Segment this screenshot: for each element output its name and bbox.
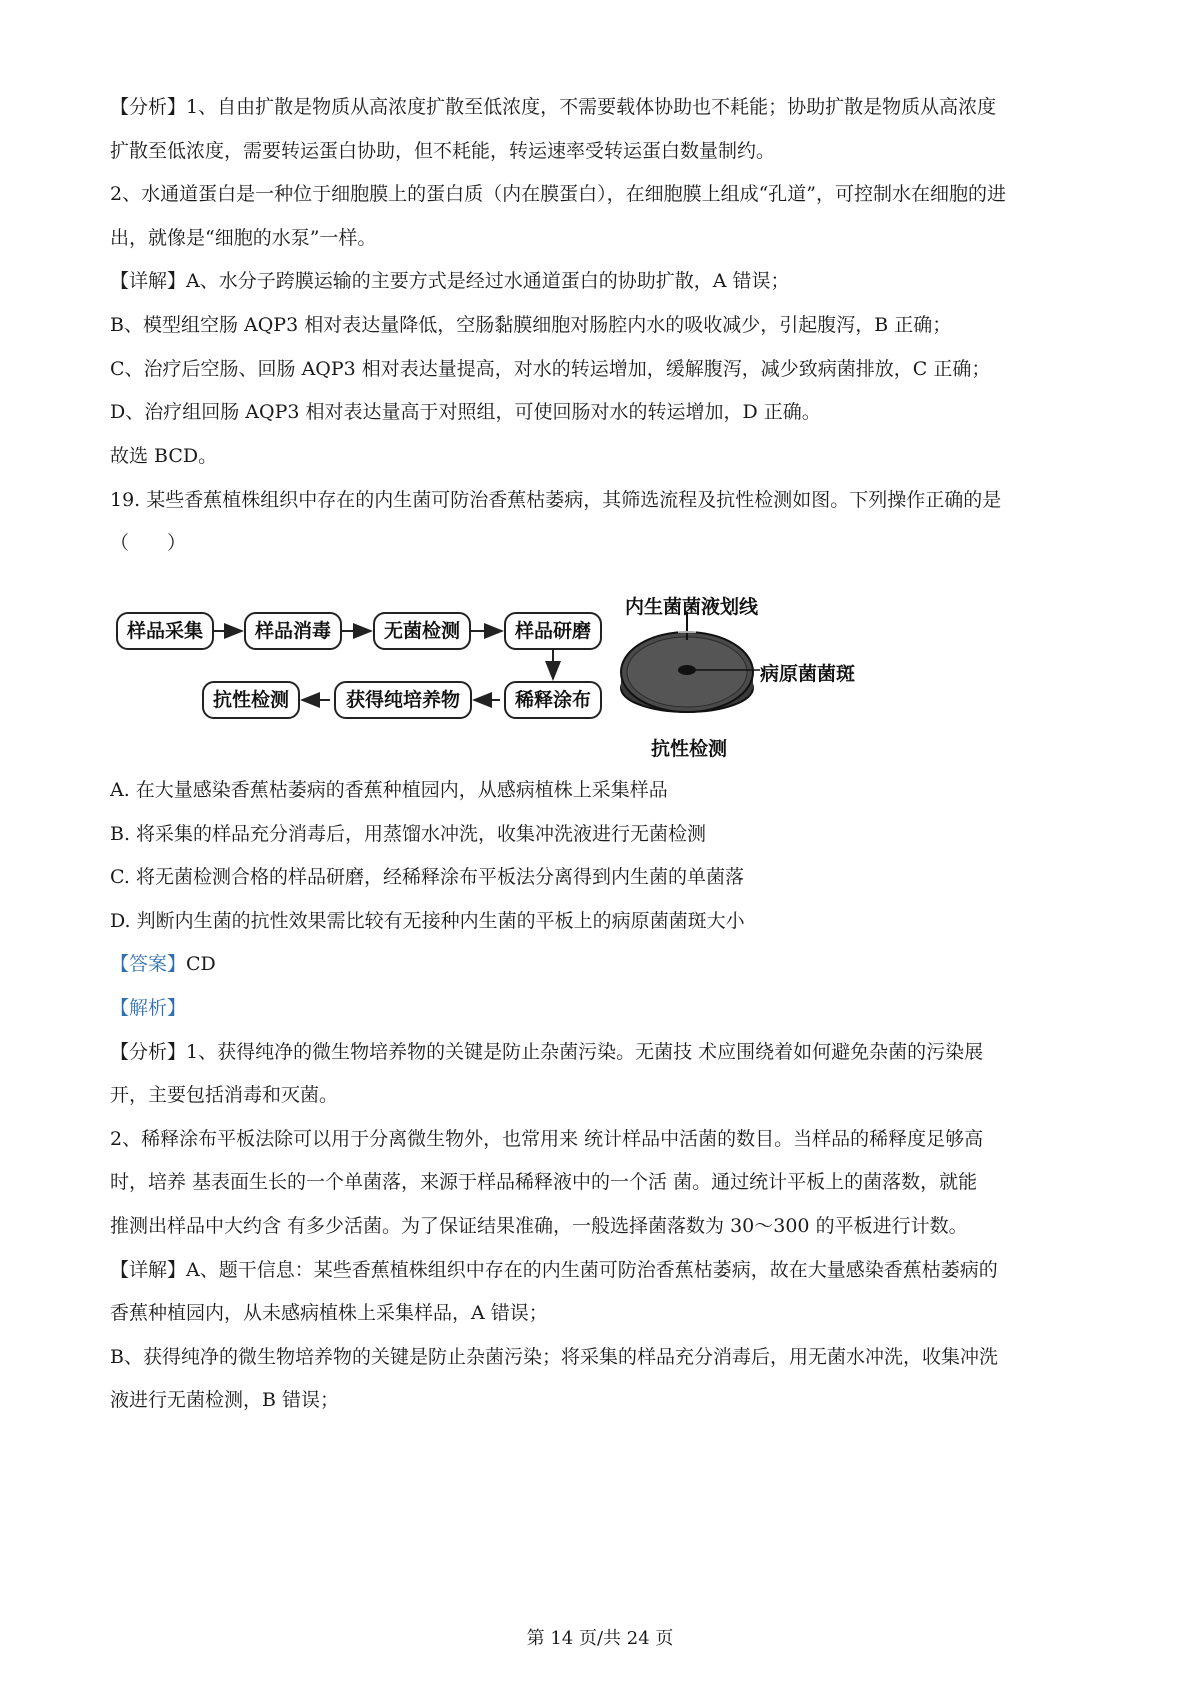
text-line: 扩散至低浓度，需要转运蛋白协助，但不耗能，转运速率受转运蛋白数量制约。 [110,140,776,162]
text-line: 2、稀释涂布平板法除可以用于分离微生物外，也常用来 统计样品中活菌的数目。当样品的稀释度足够高 [110,1128,984,1150]
text-line: B、模型组空肠 AQP3 相对表达量降低，空肠黏膜细胞对肠腔内水的吸收减少，引起腹泻，B 正确； [110,314,952,336]
option-b: B. 将采集的样品充分消毒后，用蒸馏水冲洗，收集冲洗液进行无菌检测 [110,823,707,845]
answer-label: 【答案】 [110,953,187,975]
option-d: D. 判断内生菌的抗性效果需比较有无接种内生菌的平板上的病原菌菌斑大小 [110,910,745,932]
step-sample-disinfection: 样品消毒 [244,612,342,650]
text-line: 【详解】A、水分子跨膜运输的主要方式是经过水通道蛋白的协助扩散，A 错误； [110,270,790,292]
petri-dish-icon [621,612,760,712]
option-a: A. 在大量感染香蕉枯萎病的香蕉种植园内，从感病植株上采集样品 [110,779,668,801]
page-footer: 第 14 页/共 24 页 [526,1628,674,1649]
question-stem: 19. 某些香蕉植株组织中存在的内生菌可防治香蕉枯萎病，其筛选流程及抗性检测如图。下列操作正确的是 [110,489,1002,511]
plate-streak-label: 内生菌菌液划线 [625,596,759,618]
analysis-label: 【解析】 [110,997,187,1019]
option-c: C. 将无菌检测合格的样品研磨，经稀释涂布平板法分离得到内生菌的单菌落 [110,866,744,888]
plate-caption: 抗性检测 [651,738,728,760]
text-line: 推测出样品中大约含 有多少活菌。为了保证结果准确，一般选择菌落数为 30～300 的平板进行计数。 [110,1215,968,1237]
step-sample-collection: 样品采集 [116,612,214,650]
text-line: 2、水通道蛋白是一种位于细胞膜上的蛋白质（内在膜蛋白），在细胞膜上组成“孔道”，可控制水在细胞的进 [110,183,1007,205]
step-resistance-test: 抗性检测 [202,681,300,719]
answer-value: CD [186,953,216,975]
question-blank: （ ） [110,532,187,554]
text-line: 时，培养 基表面生长的一个单菌落，来源于样品稀释液中的一个活 菌。通过统计平板上的菌落数，就能 [110,1171,978,1193]
text-line: 【详解】A、题干信息：某些香蕉植株组织中存在的内生菌可防治香蕉枯萎病，故在大量感染香蕉枯萎病的 [110,1259,998,1281]
text-line: 开，主要包括消毒和灭菌。 [110,1084,339,1106]
text-line: 故选 BCD。 [110,445,218,467]
text-line: 香蕉种植园内，从未感病植株上采集样品，A 错误； [110,1302,548,1324]
step-sterility-test: 无菌检测 [373,612,471,650]
step-pure-culture: 获得纯培养物 [334,681,472,719]
text-line: 出，就像是“细胞的水泵”一样。 [110,227,377,249]
step-sample-grinding: 样品研磨 [504,612,602,650]
text-line: 液进行无菌检测，B 错误； [110,1389,340,1411]
step-dilution-plating: 稀释涂布 [504,681,602,719]
text-line: C、治疗后空肠、回肠 AQP3 相对表达量提高，对水的转运增加，缓解腹泻，减少致病菌排放，C 正确； [110,358,991,380]
pathogen-spot-label: 病原菌菌斑 [760,663,856,685]
answer-line [110,952,1100,976]
text-line: 【分析】1、自由扩散是物质从高浓度扩散至低浓度，不需要载体协助也不耗能；协助扩散是物质从高浓度 [110,96,997,118]
text-line: 【分析】1、获得纯净的微生物培养物的关键是防止杂菌污染。无菌技 术应围绕着如何避免杂菌的污染展 [110,1041,984,1063]
text-line: B、获得纯净的微生物培养物的关键是防止杂菌污染；将采集的样品充分消毒后，用无菌水冲洗，收集冲洗 [110,1346,998,1368]
text-line: D、治疗组回肠 AQP3 相对表达量高于对照组，可使回肠对水的转运增加，D 正确。 [110,401,821,423]
